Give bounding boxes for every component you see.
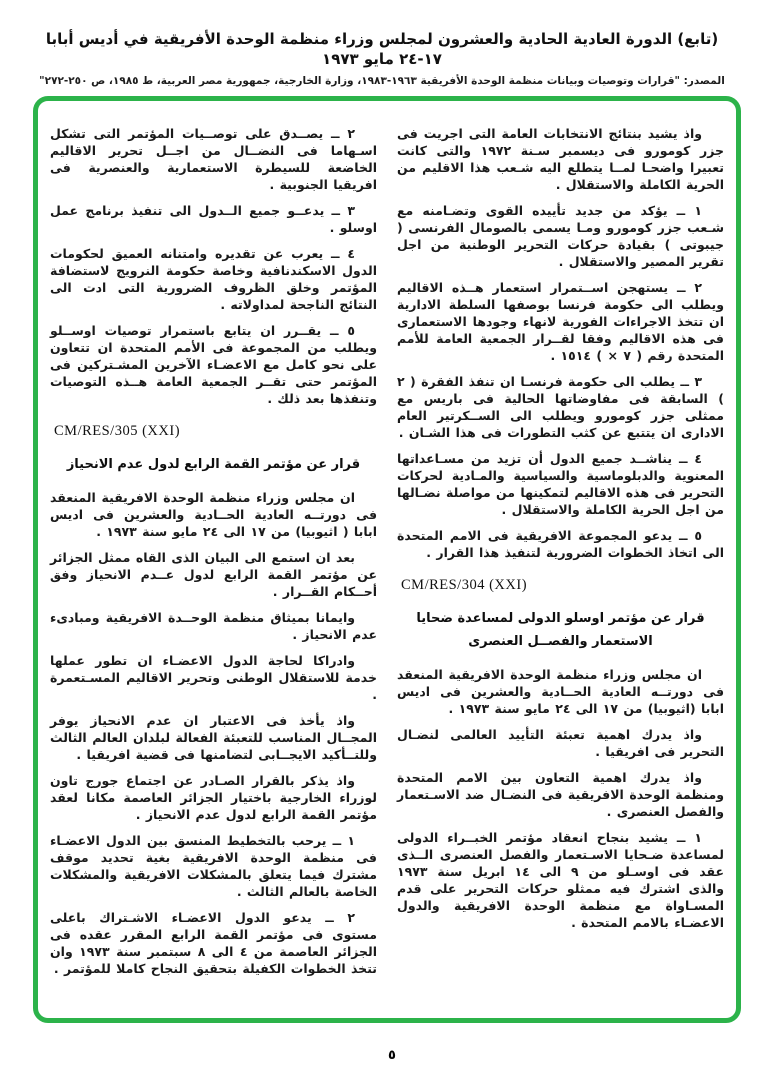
resolution-title: قرار عن مؤتمر اوسلو الدولى لمساعدة ضحايا الاستعمار والفصــل العنصرى (416, 611, 705, 649)
arabic-paragraph: ١ ــ يشيد بنجاح انعقاد مؤتمر الخبــراء الدولى لمساعدة ضـحايا الاسـتعمار والفصل العنصرى الــذى عقد فى اوسـلو من ٩ الى ١٤ ابريل سنة ١٩٧٣ والذى اشترك فيه ممثلو حركات التحرير على قدم المسـاواة مع منظمة الوحدة الافريقية والدول الاعضـاء بالامم المتحدة . (397, 829, 724, 930)
arabic-paragraph: ٤ ــ يناشــد جميع الدول أن تزيد من مسـاعداتها المعنوية والدبلوماسية والسياسية والمـادية لحركات التحرير فى هذه الاقاليم لتمكينها من مواصلة نضـالها من اجل الحرية الكاملة والاستقلال . (397, 451, 724, 517)
arabic-paragraph: ٥ ــ يدعو المجموعة الافريقية فى الامم المتحدة الى اتخاذ الخطوات الضرورية لتنفيذ هذا القرار . (397, 528, 724, 560)
arabic-paragraph: واذ يشيد بنتائج الانتخابات العامة التى اجريت فى جزر كومورو فى ديسمبر سـنة ١٩٧٢ والتى كانت تعبيرا واضحـا لمــا يتطلع اليه شـعب هذا الاقليم من الحرية الكاملة والاستقلال . (397, 126, 724, 192)
arabic-paragraph: واذ يذكر بالقرار الصـادر عن اجتماع جورج تاون لوزراء الخارجية باختيار الجزائر العاصمة مكانا لعقد مؤتمر القمة الرابع لدول عدم الانحياز . (50, 772, 377, 822)
arabic-paragraph: واذ يأخذ فى الاعتبار ان عدم الانحياز يوفر المجــال المناسب للتعبئة الفعالة لبلدان العالم الثالث وللتــأكيد الايجــابى لتضامنها فى قضية افريقيا . (50, 712, 377, 762)
arabic-paragraph: ان مجلس وزراء منظمة الوحدة الافريقية المنعقد فى دورتــه العادية الحــادية والعشرين فى اديس ابابا ( اثيوبيا) من ١٧ الى ٢٤ مايو سنة ١٩٧٣ . (50, 489, 377, 539)
column-right (397, 125, 724, 1008)
arabic-paragraph: ٣ ــ يدعــو جميع الــدول الى تنفيذ برنامج عمل اوسلو . (50, 203, 377, 235)
resolution-code: CM/RES/304 (XXI) (401, 577, 528, 593)
resolution-title: قرار عن مؤتمر القمة الرابع لدول عدم الانحياز (66, 457, 361, 472)
arabic-paragraph: ٢ ــ يستهجن اســتمرار استعمار هــذه الاقاليم ويطلب الى حكومة فرنسا بوصفها السلطة الادارية ان تتخذ الاجراءات الفورية لانهاء وجودها الاستعمارى فى هذه الاقاليم وفقا لقــرار الجمعية العامة للأمم المتحدة رقم ( ٧ × ) ١٥١٤ . (397, 280, 724, 363)
arabic-paragraph: واذ يدرك اهمية التعاون بين الامم المتحدة ومنظمة الوحدة الافريقية فى النضـال ضد الاسـتعمار والفصل العنصرى . (397, 769, 724, 819)
arabic-paragraph: ان مجلس وزراء منظمة الوحدة الافريقية المنعقد فى دورتــه العادية الحــادية والعشرين فى اديس ابابا (اثيوبيا) من ١٧ الى ٢٤ مايو سنة ١٩٧٣ . (397, 666, 724, 716)
arabic-paragraph: بعد ان استمع الى البيان الذى القاه ممثل الجزائر عن مؤتمر القمة الرابع لدول عــدم الانحياز وفق أحــكام القــرار . (50, 549, 377, 599)
arabic-paragraph: ١ ــ يرحب بالتخطيط المنسق بين الدول الاعضـاء فى منظمة الوحدة الافريقية بغية تحديد موقف مشترك فيما يتعلق بالمشكلات الافريقية والمشكلات الخاصة بالعالم الثالث . (50, 832, 377, 899)
session-title: (تابع) الدورة العادية الحادية والعشرون لمجلس وزراء منظمة الوحدة الأفريقية في أديس أبابا ١٧-٢٤ مايو ١٩٧٣ (45, 30, 719, 68)
arabic-paragraph: ٢ ــ يصــدق على توصــيات المؤتمر التى تشكل اسـهاما فى النضــال من اجــل تحرير الاقاليم الخاضعة للسيطرة الاستعمارية والعنصرية فى افريقيا الجنوبية . (50, 126, 377, 192)
page-number: ٥ (388, 1048, 396, 1063)
arabic-paragraph: وادراكا لحاجة الدول الاعضـاء ان تطور عملها خدمة للاستقلال الوطنى وتحرير الاقاليم المسـتعمرة . (50, 652, 377, 702)
arabic-paragraph: واذ يدرك اهمية تعبئة التأييد العالمى لنضـال التحرير فى افريقيا . (397, 726, 724, 759)
green-border-box (33, 96, 741, 1023)
source-citation: المصدر: "قرارات وتوصيات وبيانات منظمة الوحدة الأفريقية ١٩٦٣-١٩٨٣، وزارة الخارجية، جمهورية مصر العربية، ط ١٩٨٥، ص ٢٥٠-٢٧٢" (39, 75, 725, 87)
arabic-paragraph: ٢ ــ يدعو الدول الاعضـاء الاشـتراك باعلى مستوى فى مؤتمر القمة الرابع المقرر عقده فى الجزائر العاصمة من ٤ الى ٨ سبتمبر سنة ١٩٧٣ وان تتخذ الخطوات الكفيلة بتحقيق النجاح كاملا للمؤتمر . (50, 909, 378, 976)
page-header (0, 30, 764, 89)
arabic-paragraph: ١ ــ يؤكد من جديد تأييده القوى وتضـامنه مع شـعب جزر كومورو ومـا يسمى بالصومال الفرنسى ( جيبوتى ) بقيادة حركات التحرير الوطنية من اجل تقرير المصير والاستقلال . (397, 203, 724, 269)
page-footer (0, 1044, 764, 1063)
arabic-paragraph: ٤ ــ يعرب عن تقديره وامتنانه العميق لحكومات الدول الاسكندنافية وخاصة حكومة النرويج لاستضافة المؤتمر وخلق الظروف الضرورية التى ادت الى النتائج الناجحة لمداولاته . (50, 246, 377, 312)
column-left (50, 125, 377, 1008)
arabic-paragraph: وايمانا بميثاق منظمة الوحــدة الافريقية ومبادىء عدم الانحياز . (50, 609, 377, 642)
arabic-paragraph: ٣ ــ يطلب الى حكومة فرنسـا ان تنفذ الفقرة ( ٢ ) السابقة فى مفاوضاتها الحالية فى باريس مع ممثلى جزر كومورو ويطلب الى الســكرتير العام الادارى ان يتتبع عن كثب التطورات فى هذا الشـان . (397, 374, 724, 440)
arabic-paragraph: ٥ ــ يقــرر ان يتابع باستمرار توصيات اوســلو ويطلب من المجموعة فى الأمم المتحدة ان تتعاون على نحو كامل مع الاعضـاء الآخرين المشـتركين فى المؤتمر حتى تقــر الجمعية العامة هــذه التوصيات وتنفذها بعد ذلك . (50, 323, 377, 406)
resolution-code: CM/RES/305 (XXI) (54, 423, 181, 439)
